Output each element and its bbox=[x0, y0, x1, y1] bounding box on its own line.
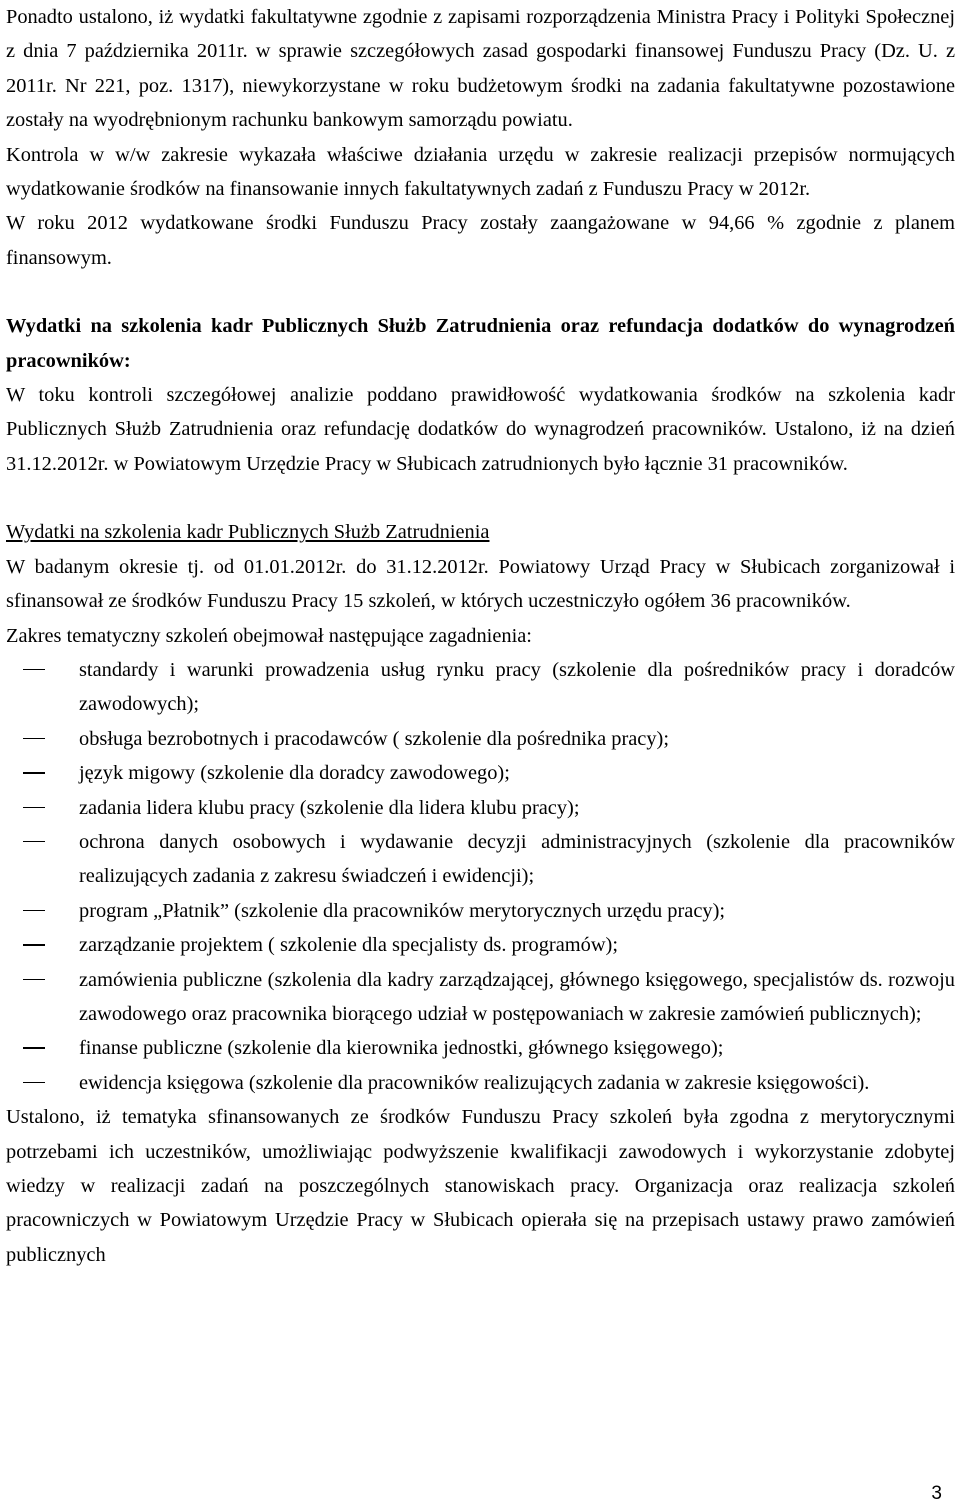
training-topics-list bbox=[6, 653, 955, 1100]
paragraph-unused-funds: Ponadto ustalono, iż wydatki fakultatywne zgodnie z zapisami rozporządzenia Ministra Pracy i Polityki Społecznej z dnia 7 października 2011r. w sprawie szczegółowych zasad gospodarki finansowej Funduszu Pracy (Dz. U. z 2011r. Nr 221, poz. 1317), niewykorzystane w roku budżetowym środki na zadania fakultatywne pozostawione zostały na wyodrębnionym rachunku bankowym samorządu powiatu. bbox=[6, 6, 955, 132]
list-item: język migowy (szkolenie dla doradcy zawodowego); bbox=[6, 756, 955, 790]
dash-bullet-icon bbox=[23, 772, 45, 773]
section-heading-training-and-refunds: Wydatki na szkolenia kadr Publicznych Służb Zatrudnienia oraz refundacja dodatków do wynagrodzeń pracowników: bbox=[6, 315, 955, 372]
list-item: zarządzanie projektem ( szkolenie dla specjalisty ds. programów); bbox=[6, 928, 955, 962]
list-item: finanse publiczne (szkolenie dla kierownika jednostki, głównego księgowego); bbox=[6, 1031, 955, 1065]
list-item: standardy i warunki prowadzenia usług rynku pracy (szkolenie dla pośredników pracy i doradców zawodowych); bbox=[6, 653, 955, 722]
list-item: zamówienia publiczne (szkolenia dla kadry zarządzającej, głównego księgowego, specjalistów ds. rozwoju zawodowego oraz pracownika biorącego udział w postępowaniach w zakresie zamówień publicznych); bbox=[6, 963, 955, 1032]
subheading-training-expenses: Wydatki na szkolenia kadr Publicznych Służb Zatrudnienia bbox=[6, 521, 490, 544]
spacer bbox=[6, 275, 955, 309]
dash-bullet-icon bbox=[23, 841, 45, 842]
dash-bullet-icon bbox=[23, 807, 45, 808]
document-page bbox=[6, 0, 955, 1272]
spacer bbox=[6, 481, 955, 515]
dash-bullet-icon bbox=[23, 669, 45, 670]
paragraph-training-count: W badanym okresie tj. od 01.01.2012r. do 31.12.2012r. Powiatowy Urząd Pracy w Słubicach zorganizował i sfinansował ze środków Funduszu Pracy 15 szkoleń, w których uczestniczyło ogółem 36 pracowników. bbox=[6, 555, 955, 613]
paragraph-staff-count: W toku kontroli szczegółowej analizie poddano prawidłowość wydatkowania środków na szkolenia kadr Publicznych Służb Zatrudnienia oraz refundację dodatków do wynagrodzeń pracowników. Ustalono, iż na dzień 31.12.2012r. w Powiatowym Urzędzie Pracy w Słubicach zatrudnionych było łącznie 31 pracowników. bbox=[6, 384, 955, 475]
list-item: zadania lidera klubu pracy (szkolenie dla lidera klubu pracy); bbox=[6, 791, 955, 825]
dash-bullet-icon bbox=[23, 738, 45, 739]
dash-bullet-icon bbox=[23, 1047, 45, 1048]
paragraph-training-conclusion: Ustalono, iż tematyka sfinansowanych ze środków Funduszu Pracy szkoleń była zgodna z merytorycznymi potrzebami ich uczestników, umożliwiając podwyższenie kwalifikacji zawodowych i wykorzystanie zdobytej wiedzy w realizacji zadań na poszczególnych stanowiskach pracy. Organizacja oraz realizacja szkoleń pracowniczych w Powiatowym Urzędzie Pracy w Słubicach opierała się na przepisach ustawy prawo zamówień publicznych bbox=[6, 1106, 955, 1266]
list-item: program „Płatnik” (szkolenie dla pracowników merytorycznych urzędu pracy); bbox=[6, 894, 955, 928]
list-item: ochrona danych osobowych i wydawanie decyzji administracyjnych (szkolenie dla pracowników realizujących zadania z zakresu świadczeń i ewidencji); bbox=[6, 825, 955, 894]
dash-bullet-icon bbox=[23, 1082, 45, 1083]
dash-bullet-icon bbox=[23, 910, 45, 911]
paragraph-control-result: Kontrola w w/w zakresie wykazała właściwe działania urzędu w zakresie realizacji przepisów normujących wydatkowanie środków na finansowanie innych fakultatywnych zadań z Funduszu Pracy w 2012r. bbox=[6, 143, 955, 201]
dash-bullet-icon bbox=[23, 944, 45, 945]
dash-bullet-icon bbox=[23, 979, 45, 980]
page-number: 3 bbox=[931, 1483, 942, 1504]
list-item: ewidencja księgowa (szkolenie dla pracowników realizujących zadania w zakresie księgowości). bbox=[6, 1066, 955, 1100]
paragraph-fund-engagement: W roku 2012 wydatkowane środki Funduszu Pracy zostały zaangażowane w 94,66 % zgodnie z planem finansowym. bbox=[6, 212, 955, 269]
list-item: obsługa bezrobotnych i pracodawców ( szkolenie dla pośrednika pracy); bbox=[6, 722, 955, 756]
topics-intro: Zakres tematyczny szkoleń obejmował następujące zagadnienia: bbox=[6, 624, 532, 647]
